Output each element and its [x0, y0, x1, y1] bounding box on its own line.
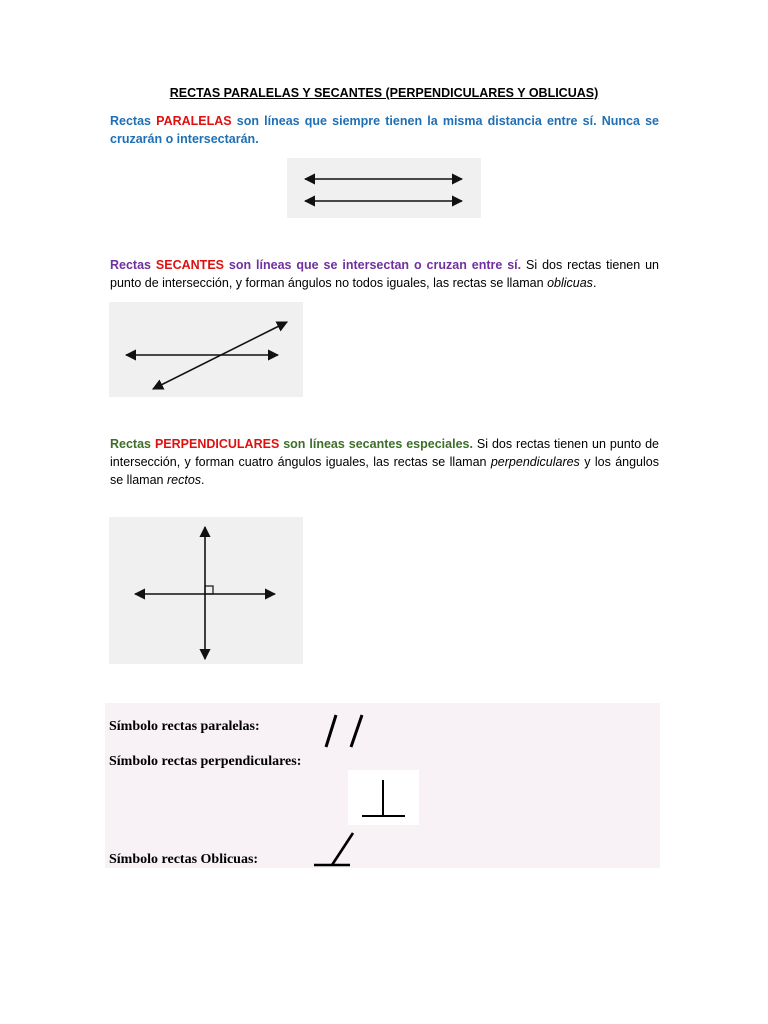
perpendiculares-end: . [201, 473, 205, 487]
perpendiculares-explanation: Si dos rectas tienen un punto de intersección, y forman cuatro ángulos iguales, las rectas se llaman [110, 437, 660, 469]
parallel-symbol-icon [322, 712, 366, 750]
secantes-term-oblicuas: oblicuas [547, 276, 593, 290]
page-title: RECTAS PARALELAS Y SECANTES (PERPENDICULARES Y OBLICUAS) [169, 86, 599, 100]
perpendiculares-definition: son líneas secantes especiales. [279, 437, 473, 451]
perpendiculares-term: perpendiculares [490, 455, 580, 469]
paralelas-definition: son líneas que siempre tienen la misma distancia entre sí. Nunca se cruzarán o intersectarán. [110, 114, 659, 146]
secantes-prefix: Rectas [110, 258, 156, 272]
paralelas-prefix: Rectas [110, 114, 157, 128]
perpendiculares-middle: y los ángulos se llaman [110, 455, 659, 487]
oblique-symbol-icon [312, 830, 356, 868]
secantes-paragraph [110, 256, 659, 292]
secantes-definition: son líneas que se intersectan o cruzan entre sí. [224, 258, 522, 272]
secantes-end: . [592, 276, 597, 290]
parallel-symbol-label: Símbolo rectas paralelas: [109, 719, 260, 734]
perpendiculares-keyword: PERPENDICULARES [154, 437, 280, 451]
parallel-lines-figure [287, 158, 481, 218]
secantes-keyword: SECANTES [155, 258, 224, 272]
secantes-explanation: Si dos rectas tienen un punto de intersección, y forman ángulos no todos iguales, las rectas se llaman [110, 258, 659, 290]
secant-lines-figure [109, 302, 303, 397]
perpendicular-symbol-icon [348, 770, 419, 825]
paralelas-paragraph [110, 112, 659, 148]
perpendiculares-prefix: Rectas [110, 437, 155, 451]
rectos-term: rectos [166, 473, 202, 487]
perpendicular-symbol-label: Símbolo rectas perpendiculares: [109, 754, 302, 769]
oblique-symbol-label: Símbolo rectas Oblicuas: [109, 852, 259, 867]
perpendiculares-paragraph [110, 435, 659, 489]
perpendicular-lines-figure [109, 517, 303, 664]
paralelas-keyword: PARALELAS [156, 114, 232, 128]
